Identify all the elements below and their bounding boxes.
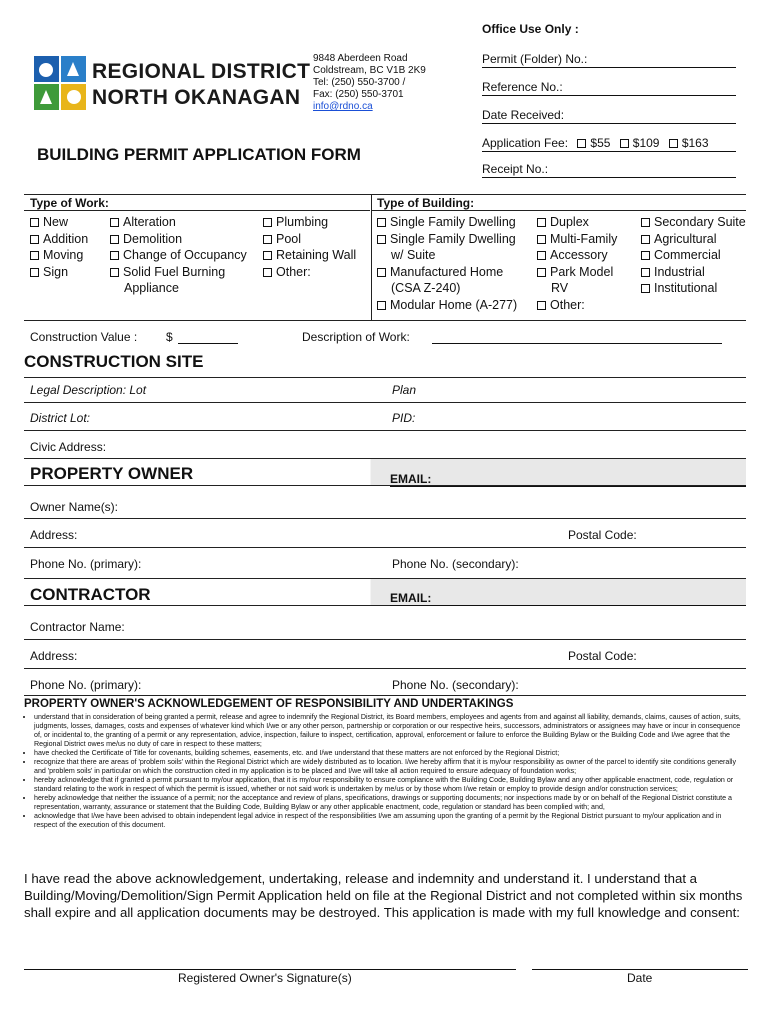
owner-names-field[interactable]: Owner Name(s): <box>30 500 119 514</box>
checkbox[interactable] <box>263 268 272 277</box>
construction-site-title: CONSTRUCTION SITE <box>24 352 204 371</box>
checkbox[interactable] <box>30 235 39 244</box>
checkbox[interactable] <box>641 268 650 277</box>
checkbox[interactable] <box>30 251 39 260</box>
building-col2 <box>537 214 617 313</box>
fee-109-checkbox[interactable] <box>620 139 629 148</box>
receipt-no-field[interactable]: Receipt No.: <box>482 162 736 178</box>
building-multifamily-option[interactable] <box>537 231 617 248</box>
org-email-link[interactable]: info@rdno.ca <box>313 101 373 112</box>
option-label: Alteration <box>123 215 176 229</box>
acknowledgement-title: PROPERTY OWNER'S ACKNOWLEDGEMENT OF RESPONSIBILITY AND UNDERTAKINGS <box>24 698 514 710</box>
option-label: Moving <box>43 248 84 262</box>
option-label: Institutional <box>654 281 718 295</box>
owner-signature-label: Registered Owner's Signature(s) <box>178 971 352 985</box>
contractor-title: CONTRACTOR <box>30 585 151 604</box>
org-name-line1: REGIONAL DISTRICT <box>92 60 311 83</box>
option-label: Secondary Suite <box>654 215 746 229</box>
checkbox[interactable] <box>110 268 119 277</box>
option-label: Plumbing <box>276 215 329 229</box>
type-of-building-title: Type of Building: <box>377 196 475 210</box>
building-park-model-option[interactable] <box>537 264 617 281</box>
option-label: Single Family Dwelling <box>390 215 516 229</box>
work-solid-fuel-extra: Appliance <box>124 281 179 295</box>
checkbox[interactable] <box>537 235 546 244</box>
option-extra: w/ Suite <box>391 248 436 262</box>
type-of-work-title: Type of Work: <box>30 196 109 210</box>
checkbox[interactable] <box>263 235 272 244</box>
option-label: Manufactured Home <box>390 264 504 279</box>
work-addition-option[interactable] <box>30 231 88 248</box>
list-item: • have checked the Certificate of Title for covenants, building schemes, easements, etc. and I/we understand that these matters are not enforced by the Regional District; <box>34 749 746 758</box>
building-accessory-option[interactable] <box>537 247 617 264</box>
option-label: Industrial <box>654 264 705 279</box>
list-item: • hereby acknowledge that if granted a permit pursuant to my/our application, that it is my/our responsibility to ensure compliance with the Building Code, Building Bylaw and any other applicable enactment, code, regulation or standard relating to the work in respect of which the permit is issued, whether or not said work is undertaken by me/us or by those whom I/we retain or employ to provide design and/or construction services; <box>34 776 746 794</box>
checkbox[interactable] <box>641 284 650 293</box>
checkbox[interactable] <box>641 218 650 227</box>
owner-signature-line[interactable] <box>24 969 516 970</box>
construction-value-label: Construction Value : <box>30 330 138 344</box>
building-col1 <box>377 214 517 313</box>
option-label: Single Family Dwelling <box>390 231 516 246</box>
contractor-postal-field[interactable]: Postal Code: <box>568 649 637 663</box>
checkbox[interactable] <box>263 251 272 260</box>
org-contact <box>313 53 426 113</box>
building-col3 <box>641 214 746 297</box>
building-duplex-option[interactable] <box>537 214 617 231</box>
date-label: Date <box>627 971 653 985</box>
fee-55-label: $55 <box>590 136 611 150</box>
checkbox[interactable] <box>110 235 119 244</box>
owner-phone-primary-field[interactable]: Phone No. (primary): <box>30 557 142 571</box>
option-label: Agricultural <box>654 231 717 246</box>
work-alteration-option[interactable] <box>110 214 247 231</box>
building-institutional-option[interactable] <box>641 280 746 297</box>
building-agricultural-option[interactable] <box>641 231 746 248</box>
office-use-title: Office Use Only : <box>482 22 579 36</box>
checkbox[interactable] <box>110 218 119 227</box>
option-label: Multi-Family <box>550 231 618 246</box>
reference-no-field[interactable]: Reference No.: <box>482 80 736 96</box>
checkbox[interactable] <box>377 235 386 244</box>
option-label: Solid Fuel Burning <box>123 264 226 279</box>
list-item: • acknowledge that I/we have been advised to obtain independent legal advice in respect of the responsibilities I/we am assuming upon the granting of a permit by the Regional District pursuant to my/our application and in respect of the execution of this document. <box>34 812 746 830</box>
option-label: Other: <box>550 297 585 312</box>
checkbox[interactable] <box>30 268 39 277</box>
building-commercial-option[interactable] <box>641 247 746 264</box>
option-label: Pool <box>276 231 302 246</box>
building-sfd-option[interactable] <box>377 214 517 231</box>
org-address-1: 9848 Aberdeen Road <box>313 53 408 64</box>
form-title: BUILDING PERMIT APPLICATION FORM <box>37 145 361 164</box>
option-label: Other: <box>276 264 311 279</box>
checkbox[interactable] <box>641 235 650 244</box>
work-other-option[interactable] <box>263 264 356 281</box>
building-modular-option[interactable] <box>377 297 517 314</box>
org-tel: Tel: (250) 550-3700 / <box>313 77 406 88</box>
option-label: Addition <box>43 231 89 246</box>
list-item: • understand that in consideration of being granted a permit, release and agree to indemnify the Regional District, its Board members, employees and agents from and against all liability, demands, claims, causes of action, suits, judgments, losses, damages, costs and expenses of whatever kind which I/we or any other person, partnership or corporation or our respective heirs, successors, administrators or assignees may have or incur in consequence of, or incidental to, the granting of a permit or any representation, advice, inspection, failure to inspect, certification, approval, enforcement or failure to enforce the Building Bylaw or the Building Code and I/we agree that the Regional District owes me/us no duty of care in respect to these matters; <box>34 713 746 749</box>
building-secondary-suite-option[interactable] <box>641 214 746 231</box>
description-of-work-label: Description of Work: <box>302 330 410 344</box>
checkbox[interactable] <box>110 251 119 260</box>
option-label: Duplex <box>550 215 589 229</box>
plan-field[interactable]: Plan <box>392 383 417 397</box>
work-solid-fuel-option[interactable] <box>110 264 247 281</box>
option-label: Accessory <box>550 248 608 262</box>
building-industrial-option[interactable] <box>641 264 746 281</box>
owner-address-field[interactable]: Address: <box>30 528 78 542</box>
fee-label: Application Fee: <box>482 136 569 150</box>
work-new-option[interactable] <box>30 214 88 231</box>
consent-statement: I have read the above acknowledgement, undertaking, release and indemnity and understand it. I understand that a Building/Moving/Demolition/Sign Permit Application held on file at the Regional District and not completed within six months shall expire and all application documents may be destroyed. This application is made with my full knowledge and consent: <box>24 871 743 920</box>
work-sign-option[interactable] <box>30 264 88 281</box>
civic-address-field[interactable]: Civic Address: <box>30 440 107 454</box>
description-of-work-input[interactable] <box>432 343 722 344</box>
work-col2 <box>110 214 247 297</box>
district-lot-field[interactable]: District Lot: <box>30 411 91 425</box>
date-received-field[interactable]: Date Received: <box>482 108 736 124</box>
option-label: Retaining Wall <box>276 248 357 262</box>
checkbox[interactable] <box>537 251 546 260</box>
list-item: • recognize that there are areas of 'problem soils' within the Regional District which are widely distributed as to location. I/we hereby affirm that it is my/our responsibility as owner of the parcel to identify site conditions generally and 'problem soils' in particular on which the construction cited in my application is to be placed and I/we will take all action required to ensure adequacy of foundation works; <box>34 758 746 776</box>
work-plumbing-option[interactable] <box>263 214 356 231</box>
option-label: Demolition <box>123 231 183 246</box>
option-label: New <box>43 215 69 229</box>
fee-55-checkbox[interactable] <box>577 139 586 148</box>
work-retaining-wall-option[interactable] <box>263 247 356 264</box>
construction-value-input[interactable] <box>178 343 238 344</box>
fee-109-label: $109 <box>632 136 660 150</box>
work-moving-option[interactable] <box>30 247 88 264</box>
fee-163-checkbox[interactable] <box>669 139 678 148</box>
checkbox[interactable] <box>263 218 272 227</box>
acknowledgement-list <box>24 713 746 830</box>
contractor-name-field[interactable]: Contractor Name: <box>30 620 125 634</box>
rdno-logo-icon <box>34 56 86 110</box>
option-label: Modular Home (A-277) <box>390 297 518 312</box>
option-label: Commercial <box>654 248 721 262</box>
list-item: • hereby acknowledge that neither the issuance of a permit; nor the acceptance and review of plans, specifications, drawings or supporting documents; nor inspections made by or on behalf of the Regional District constitute a representation, warranty, assurance or statement that the Building Code, Building Bylaw or any other applicable enactment, code, regulation or standard has been complied with; and, <box>34 794 746 812</box>
legal-description-field[interactable]: Legal Description: Lot <box>30 383 147 397</box>
checkbox[interactable] <box>537 218 546 227</box>
checkbox[interactable] <box>537 301 546 310</box>
work-pool-option[interactable] <box>263 231 356 248</box>
org-fax: Fax: (250) 550-3701 <box>313 89 404 100</box>
checkbox[interactable] <box>377 218 386 227</box>
checkbox[interactable] <box>641 251 650 260</box>
checkbox[interactable] <box>30 218 39 227</box>
option-extra: (CSA Z-240) <box>391 281 461 295</box>
date-signature-line[interactable] <box>532 969 748 970</box>
work-col1 <box>30 214 88 280</box>
dollar-sign: $ <box>166 330 173 344</box>
work-demolition-option[interactable] <box>110 231 247 248</box>
work-change-occupancy-option[interactable] <box>110 247 247 264</box>
checkbox[interactable] <box>377 301 386 310</box>
pid-field[interactable]: PID: <box>392 411 416 425</box>
work-col3 <box>263 214 356 280</box>
owner-postal-field[interactable]: Postal Code: <box>568 528 637 542</box>
permit-no-field[interactable]: Permit (Folder) No.: <box>482 52 736 68</box>
contractor-phone-primary-field[interactable]: Phone No. (primary): <box>30 678 142 692</box>
contractor-email-field[interactable]: EMAIL: <box>390 591 746 606</box>
checkbox[interactable] <box>537 268 546 277</box>
option-extra: RV <box>551 281 569 295</box>
org-name-line2: NORTH OKANAGAN <box>92 86 301 109</box>
option-label: Change of Occupancy <box>123 248 247 262</box>
checkbox[interactable] <box>377 268 386 277</box>
owner-phone-secondary-field[interactable]: Phone No. (secondary): <box>392 557 519 571</box>
building-manufactured-option[interactable] <box>377 264 517 281</box>
contractor-phone-secondary-field[interactable]: Phone No. (secondary): <box>392 678 519 692</box>
contractor-address-field[interactable]: Address: <box>30 649 78 663</box>
application-fee-field <box>482 136 736 152</box>
owner-email-field[interactable]: EMAIL: <box>390 472 746 487</box>
option-label: Sign <box>43 264 69 279</box>
building-sfd-suite-option[interactable] <box>377 231 517 248</box>
org-address-2: Coldstream, BC V1B 2K9 <box>313 65 426 76</box>
fee-163-label: $163 <box>681 136 709 150</box>
building-other-option[interactable] <box>537 297 617 314</box>
property-owner-title: PROPERTY OWNER <box>30 464 194 483</box>
option-label: Park Model <box>550 264 614 279</box>
